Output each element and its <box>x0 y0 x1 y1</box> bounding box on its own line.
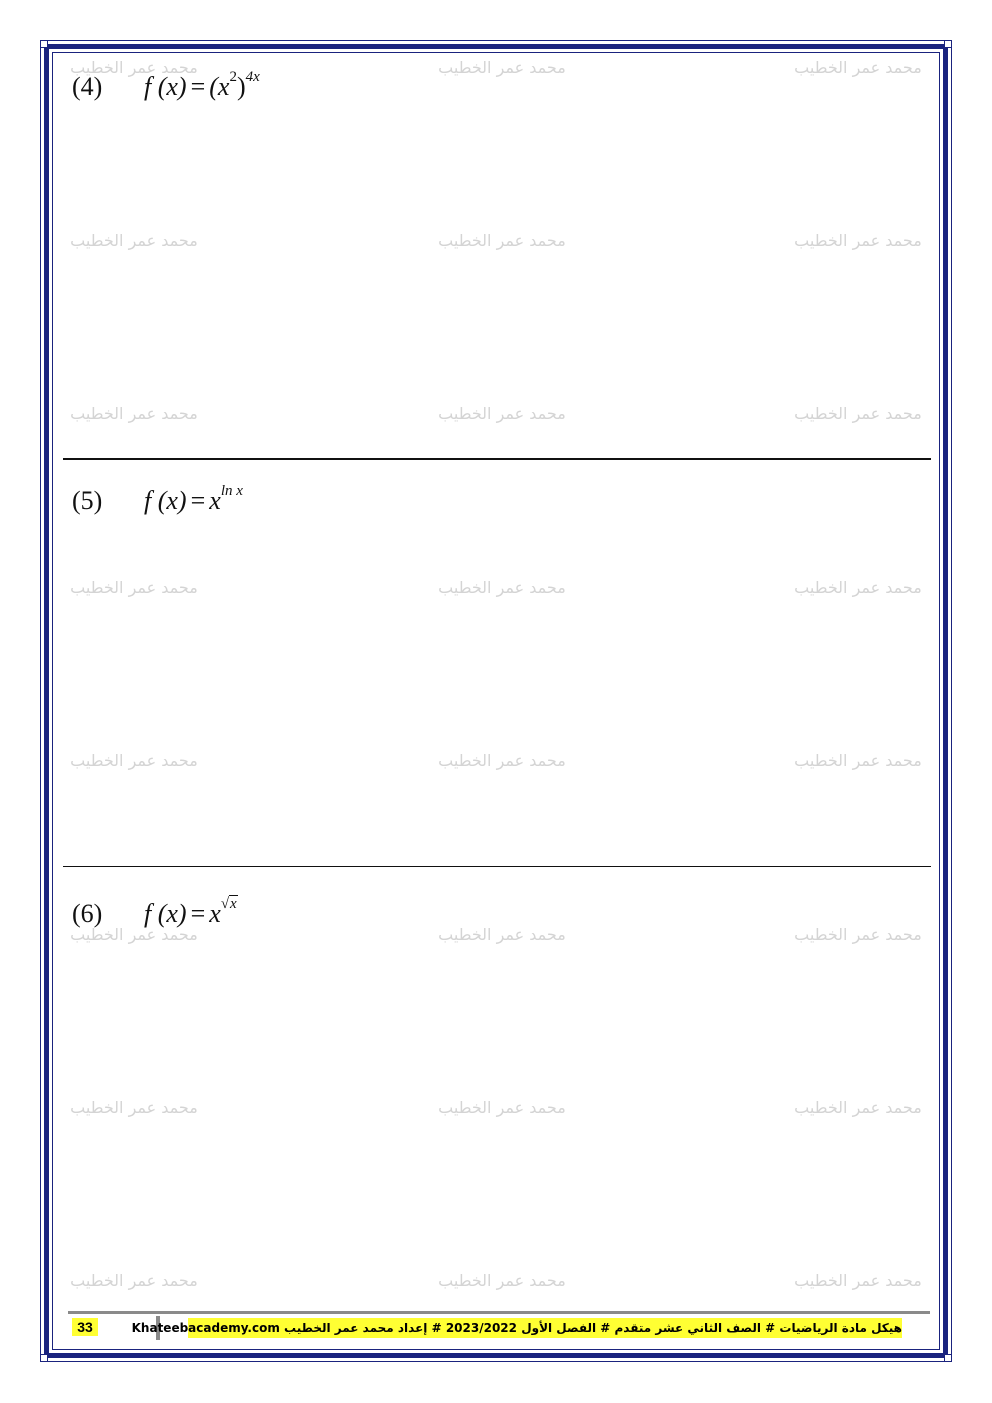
function-exponent: ln x <box>220 483 243 500</box>
section-divider <box>63 458 931 460</box>
corner-ornament <box>40 40 48 48</box>
footer-rule <box>68 1311 930 1314</box>
inner-exponent: 2 <box>229 69 237 86</box>
watermark: محمد عمر الخطيب <box>70 58 198 77</box>
watermark: محمد عمر الخطيب <box>794 578 922 597</box>
radicand: x <box>230 896 237 913</box>
section-divider <box>63 866 931 867</box>
close-paren: ) <box>236 72 246 101</box>
problem-4 <box>72 69 260 112</box>
watermark: محمد عمر الخطيب <box>794 1271 922 1290</box>
function-base: x <box>209 486 221 515</box>
watermark: محمد عمر الخطيب <box>70 925 198 944</box>
watermark: محمد عمر الخطيب <box>438 1271 566 1290</box>
watermark: محمد عمر الخطيب <box>70 231 198 250</box>
sqrt-exponent <box>221 896 238 912</box>
watermark: محمد عمر الخطيب <box>438 231 566 250</box>
footer-caption: هيكل مادة الرياضيات # الصف الثاني عشر متقدم # الفصل الأول 2023/2022 # إعداد محمد عمر الخطيب Khateebacademy.com <box>188 1318 902 1338</box>
watermark: محمد عمر الخطيب <box>438 404 566 423</box>
watermark: محمد عمر الخطيب <box>70 404 198 423</box>
watermark: محمد عمر الخطيب <box>794 58 922 77</box>
equals-sign: = <box>190 486 206 515</box>
function-exponent: 4x <box>245 69 260 86</box>
function-lhs: f (x) <box>144 899 187 928</box>
function-base: (x <box>209 72 230 101</box>
watermark: محمد عمر الخطيب <box>794 925 922 944</box>
function-base: x <box>209 899 221 928</box>
watermark: محمد عمر الخطيب <box>794 231 922 250</box>
watermark: محمد عمر الخطيب <box>438 925 566 944</box>
corner-ornament <box>944 1354 952 1362</box>
watermark: محمد عمر الخطيب <box>70 751 198 770</box>
watermark: محمد عمر الخطيب <box>70 1271 198 1290</box>
problem-6 <box>72 896 238 939</box>
watermark: محمد عمر الخطيب <box>438 58 566 77</box>
watermark: محمد عمر الخطيب <box>70 1098 198 1117</box>
corner-ornament <box>40 1354 48 1362</box>
equals-sign: = <box>190 899 206 928</box>
watermark: محمد عمر الخطيب <box>794 751 922 770</box>
watermark: محمد عمر الخطيب <box>794 404 922 423</box>
equals-sign: = <box>190 72 206 101</box>
function-lhs: f (x) <box>144 72 187 101</box>
radical-sign: √ <box>220 896 230 913</box>
corner-ornament <box>944 40 952 48</box>
function-lhs: f (x) <box>144 486 187 515</box>
page-number: 33 <box>72 1318 98 1336</box>
problem-number: (6) <box>72 899 103 928</box>
problem-5 <box>72 483 243 526</box>
watermark: محمد عمر الخطيب <box>70 578 198 597</box>
watermark: محمد عمر الخطيب <box>794 1098 922 1117</box>
problem-number: (4) <box>72 72 103 101</box>
problem-number: (5) <box>72 486 103 515</box>
watermark: محمد عمر الخطيب <box>438 578 566 597</box>
watermark: محمد عمر الخطيب <box>438 751 566 770</box>
watermark: محمد عمر الخطيب <box>438 1098 566 1117</box>
